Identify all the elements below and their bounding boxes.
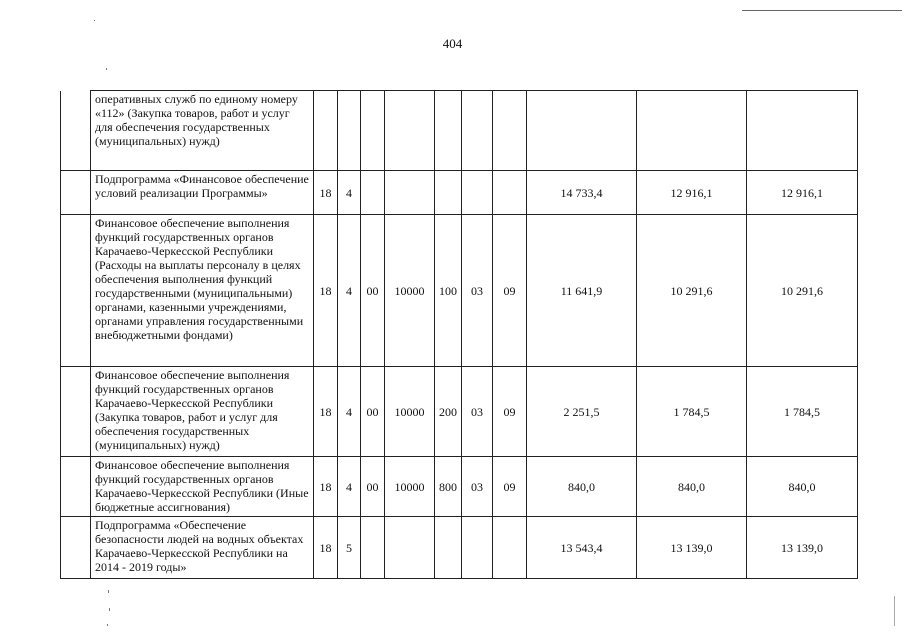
code-cell-5 [435, 171, 462, 215]
code-cell-1: 18 [314, 215, 338, 367]
code-cell-2: 4 [338, 215, 361, 367]
row-name-cell: Финансовое обеспечение выполнения функций государственных органов Карачаево-Черкесской Республики (Закупка товаров, работ и услуг для обеспечения государственных (муниципальных) нужд) [91, 367, 314, 457]
code-cell-3: 00 [361, 457, 385, 517]
code-cell-6: 03 [462, 367, 493, 457]
code-cell-6: 03 [462, 457, 493, 517]
amount-cell-3: 13 139,0 [747, 517, 858, 579]
code-cell-5 [435, 517, 462, 579]
amount-cell-3 [747, 91, 858, 171]
amount-cell-1: 2 251,5 [527, 367, 637, 457]
code-cell-1 [314, 91, 338, 171]
table-row [61, 517, 858, 579]
page-number: 404 [442, 36, 463, 51]
code-cell-7 [493, 171, 527, 215]
code-cell-6 [462, 91, 493, 171]
code-cell-4 [385, 91, 435, 171]
amount-cell-1: 11 641,9 [527, 215, 637, 367]
code-cell-4: 10000 [385, 215, 435, 367]
code-cell-5: 200 [435, 367, 462, 457]
row-number-cell [61, 215, 91, 367]
code-cell-3 [361, 171, 385, 215]
code-cell-1: 18 [314, 517, 338, 579]
code-cell-2: 5 [338, 517, 361, 579]
code-cell-4 [385, 171, 435, 215]
code-cell-2: 4 [338, 457, 361, 517]
code-cell-3: 00 [361, 215, 385, 367]
table-row [61, 367, 858, 457]
row-name-cell: Подпрограмма «Финансовое обеспечение условий реализации Программы» [91, 171, 314, 215]
row-name-cell: Финансовое обеспечение выполнения функций государственных органов Карачаево-Черкесской Республики (Иные бюджетные ассигнования) [91, 457, 314, 517]
row-number-cell [61, 457, 91, 517]
row-number-cell [61, 517, 91, 579]
amount-cell-3: 10 291,6 [747, 215, 858, 367]
code-cell-7 [493, 91, 527, 171]
budget-table [60, 90, 858, 579]
amount-cell-1: 14 733,4 [527, 171, 637, 215]
code-cell-2: 4 [338, 367, 361, 457]
amount-cell-2: 10 291,6 [637, 215, 747, 367]
code-cell-3 [361, 517, 385, 579]
code-cell-6 [462, 517, 493, 579]
top-rule [742, 10, 902, 11]
code-cell-2: 4 [338, 171, 361, 215]
amount-cell-1: 840,0 [527, 457, 637, 517]
row-number-cell [61, 367, 91, 457]
amount-cell-2: 1 784,5 [637, 367, 747, 457]
scan-speck [107, 624, 108, 626]
amount-cell-1 [527, 91, 637, 171]
code-cell-3: 00 [361, 367, 385, 457]
code-cell-5 [435, 91, 462, 171]
code-cell-7 [493, 517, 527, 579]
code-cell-7: 09 [493, 367, 527, 457]
amount-cell-3: 12 916,1 [747, 171, 858, 215]
row-number-cell [61, 171, 91, 215]
scan-speck [106, 68, 107, 70]
code-cell-2 [338, 91, 361, 171]
amount-cell-2: 13 139,0 [637, 517, 747, 579]
scan-speck [109, 608, 110, 611]
row-name-cell: Подпрограмма «Обеспечение безопасности людей на водных объектах Карачаево-Черкесской Республики на 2014 - 2019 годы» [91, 517, 314, 579]
table-row [61, 457, 858, 517]
amount-cell-2: 12 916,1 [637, 171, 747, 215]
amount-cell-2 [637, 91, 747, 171]
code-cell-5: 100 [435, 215, 462, 367]
code-cell-1: 18 [314, 457, 338, 517]
scan-edge [894, 596, 895, 626]
table-row [61, 91, 858, 171]
amount-cell-3: 1 784,5 [747, 367, 858, 457]
code-cell-7: 09 [493, 457, 527, 517]
code-cell-7: 09 [493, 215, 527, 367]
code-cell-5: 800 [435, 457, 462, 517]
amount-cell-3: 840,0 [747, 457, 858, 517]
table-row [61, 171, 858, 215]
table-row [61, 215, 858, 367]
code-cell-1: 18 [314, 367, 338, 457]
scan-speck [108, 590, 109, 593]
amount-cell-1: 13 543,4 [527, 517, 637, 579]
code-cell-3 [361, 91, 385, 171]
row-number-cell [61, 91, 91, 171]
code-cell-4: 10000 [385, 457, 435, 517]
table-body [61, 91, 858, 579]
code-cell-6: 03 [462, 215, 493, 367]
code-cell-1: 18 [314, 171, 338, 215]
row-name-cell: Финансовое обеспечение выполнения функций государственных органов Карачаево-Черкесской Республики (Расходы на выплаты персоналу в целях обеспечения выполнения функций государственными (муниципальными) органами, казенными учреждениями, органами управления государственными внебюджетными фондами) [91, 215, 314, 367]
code-cell-4: 10000 [385, 367, 435, 457]
amount-cell-2: 840,0 [637, 457, 747, 517]
scan-speck [94, 20, 95, 21]
code-cell-4 [385, 517, 435, 579]
row-name-cell: оперативных служб по единому номеру «112» (Закупка товаров, работ и услуг для обеспечения государственных (муниципальных) нужд) [91, 91, 314, 171]
code-cell-6 [462, 171, 493, 215]
